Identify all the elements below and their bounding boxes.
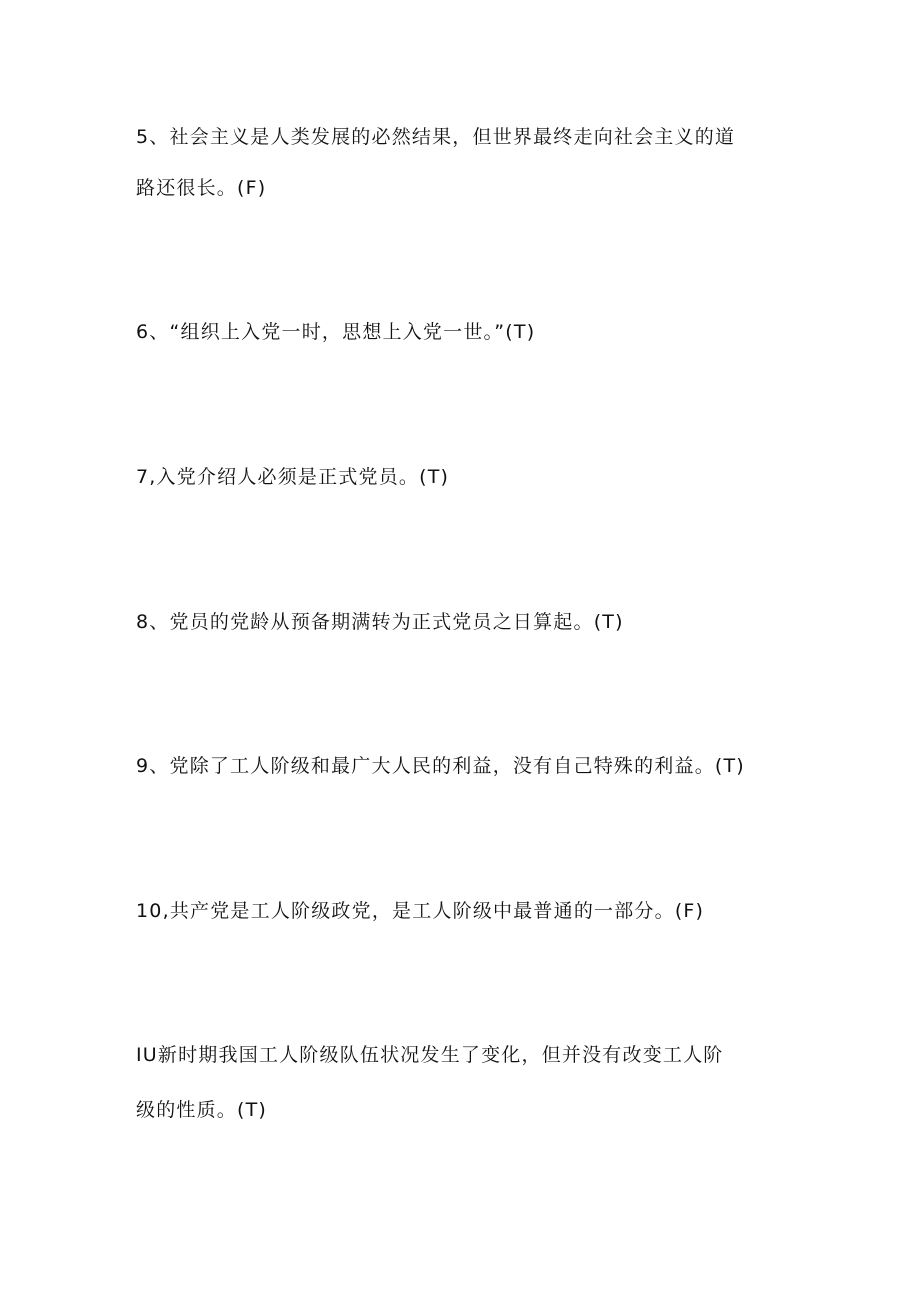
question-5-line-2: 路还很长。(F) [136,177,267,199]
question-11-line-2: 级的性质。(T) [136,1099,268,1121]
question-8: 8、党员的党龄从预备期满转为正式党员之日算起。(T) [136,611,624,633]
question-5-line-1: 5、社会主义是人类发展的必然结果，但世界最终走向社会主义的道 [136,126,736,148]
question-6: 6、“组织上入党一时，思想上入党一世。”(T) [136,321,536,343]
question-9: 9、党除了工人阶级和最广大人民的利益，没有自己特殊的利益。(T) [136,755,745,777]
question-7: 7,入党介绍人必须是正式党员。(T) [136,466,450,488]
question-10: 10,共产党是工人阶级政党，是工人阶级中最普通的一部分。(F) [136,900,705,922]
question-11-line-1: IU新时期我国工人阶级队伍状况发生了变化，但并没有改变工人阶 [136,1044,724,1066]
